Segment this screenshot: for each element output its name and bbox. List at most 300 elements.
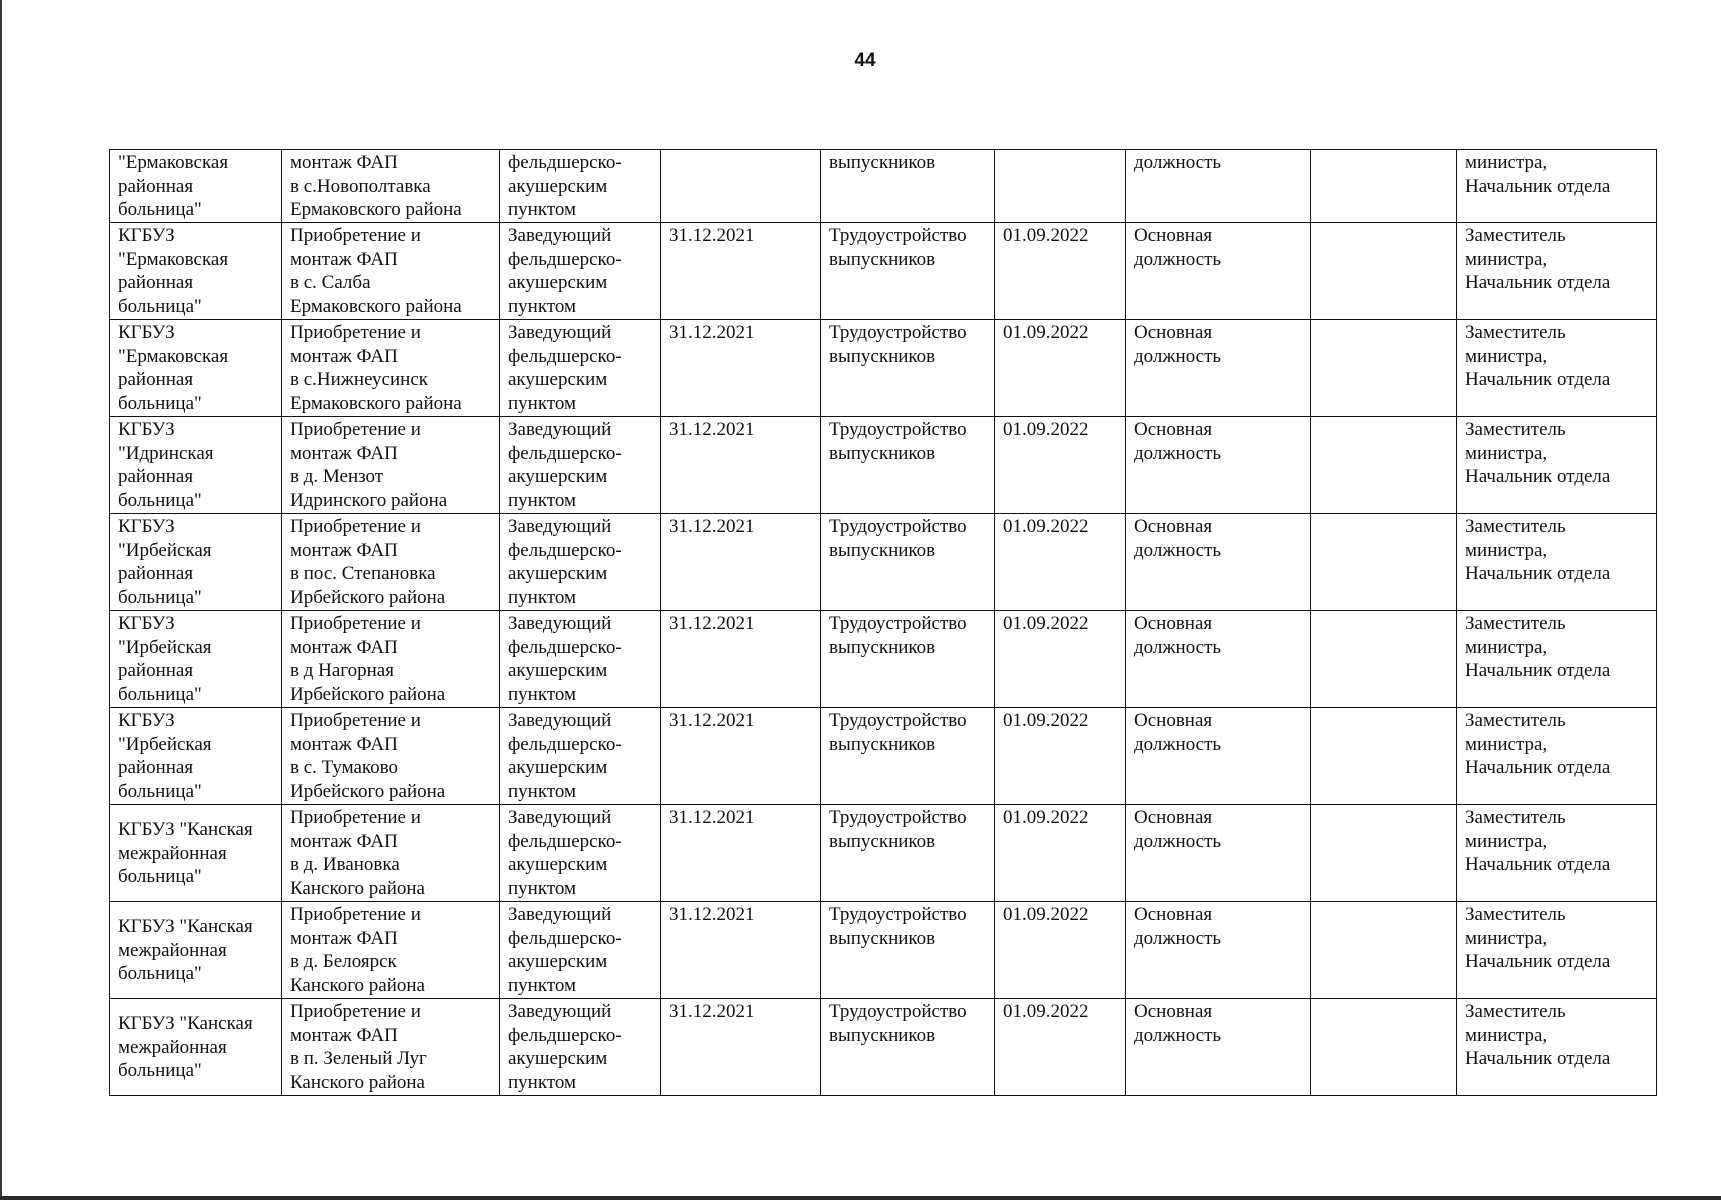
goal-cell-line: выпускников [829, 830, 936, 852]
responsible-cell-line: Заместитель [1465, 904, 1566, 925]
responsible-cell [1457, 320, 1657, 417]
event-cell-line: Ермаковского района [290, 392, 462, 414]
goal-cell [821, 223, 995, 320]
responsible-cell-line: Заместитель [1465, 807, 1566, 828]
position-cell-line: акушерским [508, 660, 608, 681]
job-type-cell-line: Основная [1134, 904, 1213, 925]
org-cell-line: КГБУЗ [118, 710, 175, 731]
org-cell-line: больница" [118, 392, 202, 414]
table-row [110, 320, 1657, 417]
responsible-cell-line: министра, [1465, 539, 1548, 561]
position-cell-line: пунктом [508, 780, 577, 802]
position-cell-line: пунктом [508, 489, 577, 511]
org-cell-line: больница" [118, 295, 202, 317]
date-cell [995, 902, 1126, 999]
deadline-cell [661, 514, 821, 611]
responsible-cell-line: Заместитель [1465, 516, 1566, 537]
responsible-cell [1457, 417, 1657, 514]
deadline-cell-text: 31.12.2021 [669, 322, 755, 343]
org-cell-line: "Ирбейская [118, 539, 212, 561]
job-type-cell-line: должность [1134, 345, 1222, 367]
goal-cell-line: выпускников [829, 927, 936, 949]
event-cell [282, 902, 500, 999]
position-cell [500, 805, 661, 902]
goal-cell-line: Трудоустройство [829, 904, 967, 925]
responsible-cell-line: министра, [1465, 927, 1548, 949]
responsible-cell [1457, 514, 1657, 611]
date-cell-text: 01.09.2022 [1003, 710, 1089, 731]
responsible-cell [1457, 223, 1657, 320]
job-type-cell [1126, 223, 1311, 320]
org-cell-line: районная [118, 563, 194, 584]
job-type-cell [1126, 999, 1311, 1096]
position-cell-line: акушерским [508, 466, 608, 487]
position-cell-line: пунктом [508, 199, 577, 220]
deadline-cell-text: 31.12.2021 [669, 904, 755, 925]
event-cell-line: в с. Тумаково [290, 757, 398, 778]
position-cell-line: Заведующий [508, 710, 612, 731]
event-cell [282, 805, 500, 902]
goal-cell-line: Трудоустройство [829, 516, 967, 537]
position-cell-line: пунктом [508, 1071, 577, 1093]
position-cell-line: Заведующий [508, 516, 612, 537]
job-type-cell [1126, 611, 1311, 708]
org-cell-line: районная [118, 660, 194, 681]
event-cell [282, 611, 500, 708]
position-cell-line: Заведующий [508, 613, 612, 634]
position-cell-line: фельдшерско- [508, 345, 622, 367]
position-cell-line: пунктом [508, 877, 577, 899]
position-cell-line: фельдшерско- [508, 442, 622, 464]
event-cell-line: в с. Салба [290, 272, 371, 293]
org-cell-line: районная [118, 466, 194, 487]
responsible-cell-line: министра, [1465, 830, 1548, 852]
responsible-cell-line: Начальник отдела [1465, 1048, 1611, 1069]
responsible-cell-line: Заместитель [1465, 322, 1566, 343]
date-cell [995, 417, 1126, 514]
event-cell-line: монтаж ФАП [290, 442, 398, 464]
org-cell-line: "Идринская [118, 442, 214, 464]
event-cell-line: в пос. Степановка [290, 563, 436, 584]
deadline-cell-text: 31.12.2021 [669, 1001, 755, 1022]
org-cell-line: "Ермаковская [118, 248, 229, 270]
job-type-cell-line: Основная [1134, 516, 1213, 537]
org-cell-line: КГБУЗ "Канская [118, 916, 253, 938]
responsible-cell-line: Заместитель [1465, 613, 1566, 634]
responsible-cell [1457, 611, 1657, 708]
event-cell [282, 320, 500, 417]
goal-cell [821, 514, 995, 611]
responsible-cell-line: Начальник отдела [1465, 175, 1611, 197]
event-cell-line: Канского района [290, 1071, 425, 1093]
position-cell-line: акушерским [508, 272, 608, 293]
job-type-cell-line: должность [1134, 248, 1222, 270]
org-cell-line: КГБУЗ "Канская [118, 1013, 253, 1035]
position-cell-line: фельдшерско- [508, 830, 622, 852]
responsible-cell-line: Начальник отдела [1465, 369, 1611, 390]
org-cell-line: районная [118, 757, 194, 778]
org-cell-line: КГБУЗ [118, 419, 175, 440]
deadline-cell [661, 999, 821, 1096]
event-cell-line: Идринского района [290, 489, 448, 511]
responsible-cell-line: министра, [1465, 442, 1548, 464]
responsible-cell [1457, 708, 1657, 805]
date-cell [995, 514, 1126, 611]
goal-cell [821, 417, 995, 514]
goal-cell-line: выпускников [829, 345, 936, 367]
goal-cell-line: выпускников [829, 539, 936, 561]
event-cell [282, 708, 500, 805]
date-cell [995, 320, 1126, 417]
org-cell-line: районная [118, 175, 194, 197]
org-cell-line: больница" [118, 586, 202, 608]
date-cell [995, 805, 1126, 902]
page-number: 44 [854, 50, 876, 71]
org-cell [110, 611, 282, 708]
job-type-cell [1126, 902, 1311, 999]
date-cell [995, 223, 1126, 320]
job-type-cell-line: Основная [1134, 322, 1213, 343]
event-cell-line: в д. Мензот [290, 466, 384, 487]
position-cell-line: фельдшерско- [508, 927, 622, 949]
event-cell-line: Приобретение и [290, 1001, 421, 1022]
responsible-cell-line: министра, [1465, 248, 1548, 270]
responsible-cell-line: Начальник отдела [1465, 854, 1611, 875]
responsible-cell-line: Заместитель [1465, 1001, 1566, 1022]
position-cell-line: пунктом [508, 683, 577, 705]
goal-cell [821, 708, 995, 805]
event-cell [282, 999, 500, 1096]
responsible-cell-line: Заместитель [1465, 225, 1566, 246]
scan-edge-left [0, 0, 2, 1200]
date-cell-text: 01.09.2022 [1003, 613, 1089, 634]
note-cell [1311, 320, 1457, 417]
date-cell [995, 708, 1126, 805]
job-type-cell [1126, 320, 1311, 417]
position-cell-line: Заведующий [508, 322, 612, 343]
event-cell-line: Ермаковского района [290, 199, 462, 220]
note-cell [1311, 514, 1457, 611]
position-cell-line: акушерским [508, 1048, 608, 1069]
position-cell-line: фельдшерско- [508, 1024, 622, 1046]
deadline-cell [661, 708, 821, 805]
table-row [110, 999, 1657, 1096]
table-row [110, 417, 1657, 514]
responsible-cell [1457, 902, 1657, 999]
date-cell-text: 01.09.2022 [1003, 419, 1089, 440]
org-cell-line: больница" [118, 489, 202, 511]
position-cell-line: пунктом [508, 586, 577, 608]
deadline-cell [661, 150, 821, 223]
table-row [110, 150, 1657, 223]
job-type-cell [1126, 514, 1311, 611]
scan-edge-bottom [0, 1196, 1721, 1200]
job-type-cell-line: Основная [1134, 807, 1213, 828]
event-cell-line: монтаж ФАП [290, 733, 398, 755]
org-cell [110, 902, 282, 999]
event-cell-line: в д. Белоярск [290, 951, 397, 972]
note-cell [1311, 223, 1457, 320]
goal-cell [821, 150, 995, 223]
position-cell-line: фельдшерско- [508, 152, 622, 173]
job-type-cell [1126, 417, 1311, 514]
position-cell-line: Заведующий [508, 419, 612, 440]
event-cell-line: в с.Нижнеусинск [290, 369, 428, 390]
deadline-cell-text: 31.12.2021 [669, 807, 755, 828]
goal-cell-line: Трудоустройство [829, 710, 967, 731]
job-type-cell-line: Основная [1134, 613, 1213, 634]
responsible-cell [1457, 150, 1657, 223]
note-cell [1311, 902, 1457, 999]
goal-cell [821, 999, 995, 1096]
goal-cell [821, 320, 995, 417]
org-cell-line: районная [118, 272, 194, 293]
org-cell [110, 150, 282, 223]
responsible-cell-line: Начальник отдела [1465, 563, 1611, 584]
goal-cell-line: Трудоустройство [829, 807, 967, 828]
table-row [110, 611, 1657, 708]
org-cell-line: межрайонная [118, 1036, 227, 1058]
org-cell-line: больница" [118, 199, 202, 220]
org-cell-line: районная [118, 369, 194, 390]
responsible-cell-line: Начальник отдела [1465, 660, 1611, 681]
responsible-cell-line: Начальник отдела [1465, 951, 1611, 972]
goal-cell-line: Трудоустройство [829, 322, 967, 343]
position-cell [500, 708, 661, 805]
org-cell-line: "Ирбейская [118, 733, 212, 755]
org-cell-line: "Ермаковская [118, 345, 229, 367]
deadline-cell-text: 31.12.2021 [669, 516, 755, 537]
position-cell-line: акушерским [508, 951, 608, 972]
event-cell-line: Приобретение и [290, 225, 421, 246]
date-cell-text: 01.09.2022 [1003, 1001, 1089, 1022]
org-cell-line: "Ирбейская [118, 636, 212, 658]
event-cell [282, 417, 500, 514]
goal-cell-line: выпускников [829, 1024, 936, 1046]
event-cell-line: Приобретение и [290, 516, 421, 537]
deadline-cell-text: 31.12.2021 [669, 419, 755, 440]
position-cell [500, 417, 661, 514]
org-cell [110, 999, 282, 1096]
org-cell-line: КГБУЗ "Канская [118, 819, 253, 841]
position-cell-line: пунктом [508, 392, 577, 414]
event-cell [282, 514, 500, 611]
event-cell-line: Приобретение и [290, 710, 421, 731]
event-cell-line: монтаж ФАП [290, 345, 398, 367]
job-type-cell [1126, 708, 1311, 805]
date-cell [995, 999, 1126, 1096]
date-cell-text: 01.09.2022 [1003, 807, 1089, 828]
note-cell [1311, 611, 1457, 708]
table-row [110, 514, 1657, 611]
goal-cell [821, 805, 995, 902]
event-cell-line: Приобретение и [290, 613, 421, 634]
event-cell-line: Канского района [290, 974, 425, 996]
org-cell-line: больница" [118, 963, 202, 985]
job-type-cell-line: Основная [1134, 1001, 1213, 1022]
responsible-cell-line: Заместитель [1465, 710, 1566, 731]
goal-cell-line: Трудоустройство [829, 419, 967, 440]
job-type-cell-line: должность [1134, 1024, 1222, 1046]
goal-cell [821, 902, 995, 999]
position-cell-line: акушерским [508, 175, 608, 197]
position-cell [500, 320, 661, 417]
position-cell-line: акушерским [508, 757, 608, 778]
org-cell [110, 805, 282, 902]
job-type-cell-line: должность [1134, 539, 1222, 561]
job-type-cell [1126, 805, 1311, 902]
event-cell [282, 223, 500, 320]
event-cell-line: монтаж ФАП [290, 927, 398, 949]
position-cell-line: Заведующий [508, 904, 612, 925]
event-cell-line: в д. Ивановка [290, 854, 400, 875]
responsible-cell-line: министра, [1465, 636, 1548, 658]
position-cell [500, 150, 661, 223]
job-type-cell-line: Основная [1134, 225, 1213, 246]
plan-table [109, 149, 1657, 1096]
position-cell [500, 902, 661, 999]
goal-cell-line: выпускников [829, 152, 936, 173]
job-type-cell-line: Основная [1134, 710, 1213, 731]
responsible-cell-line: Начальник отдела [1465, 757, 1611, 778]
org-cell-line: "Ермаковская [118, 152, 229, 173]
date-cell-text: 01.09.2022 [1003, 904, 1089, 925]
event-cell-line: Приобретение и [290, 419, 421, 440]
job-type-cell-line: должность [1134, 733, 1222, 755]
event-cell-line: Ермаковского района [290, 295, 462, 317]
job-type-cell-line: должность [1134, 830, 1222, 852]
position-cell [500, 223, 661, 320]
event-cell-line: в с.Новополтавка [290, 175, 431, 197]
deadline-cell-text: 31.12.2021 [669, 225, 755, 246]
table-row [110, 902, 1657, 999]
deadline-cell [661, 902, 821, 999]
event-cell-line: в п. Зеленый Луг [290, 1048, 427, 1069]
event-cell-line: монтаж ФАП [290, 830, 398, 852]
org-cell [110, 417, 282, 514]
org-cell-line: больница" [118, 780, 202, 802]
table-row [110, 223, 1657, 320]
deadline-cell-text: 31.12.2021 [669, 710, 755, 731]
deadline-cell-text: 31.12.2021 [669, 613, 755, 634]
job-type-cell-line: должность [1134, 636, 1222, 658]
position-cell-line: Заведующий [508, 807, 612, 828]
responsible-cell-line: Начальник отдела [1465, 272, 1611, 293]
position-cell [500, 999, 661, 1096]
position-cell-line: фельдшерско- [508, 733, 622, 755]
goal-cell-line: Трудоустройство [829, 225, 967, 246]
position-cell [500, 611, 661, 708]
table-row [110, 805, 1657, 902]
deadline-cell [661, 223, 821, 320]
event-cell-line: монтаж ФАП [290, 152, 398, 173]
deadline-cell [661, 805, 821, 902]
event-cell-line: монтаж ФАП [290, 539, 398, 561]
position-cell-line: акушерским [508, 369, 608, 390]
job-type-cell-line: должность [1134, 152, 1222, 173]
goal-cell-line: выпускников [829, 636, 936, 658]
goal-cell-line: Трудоустройство [829, 1001, 967, 1022]
event-cell-line: Канского района [290, 877, 425, 899]
event-cell-line: Ирбейского района [290, 586, 446, 608]
event-cell-line: Ирбейского района [290, 683, 446, 705]
responsible-cell-line: Заместитель [1465, 419, 1566, 440]
job-type-cell [1126, 150, 1311, 223]
goal-cell-line: Трудоустройство [829, 613, 967, 634]
position-cell-line: акушерским [508, 854, 608, 875]
event-cell-line: Приобретение и [290, 807, 421, 828]
position-cell-line: пунктом [508, 295, 577, 317]
org-cell-line: межрайонная [118, 939, 227, 961]
org-cell-line: больница" [118, 1060, 202, 1082]
responsible-cell [1457, 805, 1657, 902]
org-cell-line: КГБУЗ [118, 225, 175, 246]
deadline-cell [661, 320, 821, 417]
org-cell-line: больница" [118, 866, 202, 888]
event-cell [282, 150, 500, 223]
position-cell-line: Заведующий [508, 225, 612, 246]
event-cell-line: Ирбейского района [290, 780, 446, 802]
org-cell [110, 223, 282, 320]
position-cell [500, 514, 661, 611]
org-cell-line: КГБУЗ [118, 613, 175, 634]
note-cell [1311, 708, 1457, 805]
event-cell-line: монтаж ФАП [290, 636, 398, 658]
event-cell-line: в д Нагорная [290, 660, 394, 681]
event-cell-line: Приобретение и [290, 322, 421, 343]
org-cell [110, 320, 282, 417]
event-cell-line: Приобретение и [290, 904, 421, 925]
position-cell-line: фельдшерско- [508, 539, 622, 561]
responsible-cell [1457, 999, 1657, 1096]
position-cell-line: фельдшерско- [508, 636, 622, 658]
responsible-cell-line: министра, [1465, 152, 1548, 173]
position-cell-line: фельдшерско- [508, 248, 622, 270]
goal-cell [821, 611, 995, 708]
date-cell [995, 150, 1126, 223]
date-cell [995, 611, 1126, 708]
note-cell [1311, 417, 1457, 514]
position-cell-line: акушерским [508, 563, 608, 584]
date-cell-text: 01.09.2022 [1003, 516, 1089, 537]
event-cell-line: монтаж ФАП [290, 248, 398, 270]
goal-cell-line: выпускников [829, 733, 936, 755]
responsible-cell-line: Начальник отдела [1465, 466, 1611, 487]
table-body [110, 150, 1657, 1096]
org-cell-line: межрайонная [118, 842, 227, 864]
responsible-cell-line: министра, [1465, 345, 1548, 367]
goal-cell-line: выпускников [829, 442, 936, 464]
note-cell [1311, 999, 1457, 1096]
position-cell-line: пунктом [508, 974, 577, 996]
event-cell-line: монтаж ФАП [290, 1024, 398, 1046]
note-cell [1311, 805, 1457, 902]
org-cell-line: больница" [118, 683, 202, 705]
org-cell-line: КГБУЗ [118, 322, 175, 343]
deadline-cell [661, 611, 821, 708]
job-type-cell-line: должность [1134, 927, 1222, 949]
table-row [110, 708, 1657, 805]
job-type-cell-line: Основная [1134, 419, 1213, 440]
org-cell [110, 708, 282, 805]
responsible-cell-line: министра, [1465, 1024, 1548, 1046]
date-cell-text: 01.09.2022 [1003, 225, 1089, 246]
position-cell-line: Заведующий [508, 1001, 612, 1022]
org-cell [110, 514, 282, 611]
responsible-cell-line: министра, [1465, 733, 1548, 755]
deadline-cell [661, 417, 821, 514]
goal-cell-line: выпускников [829, 248, 936, 270]
